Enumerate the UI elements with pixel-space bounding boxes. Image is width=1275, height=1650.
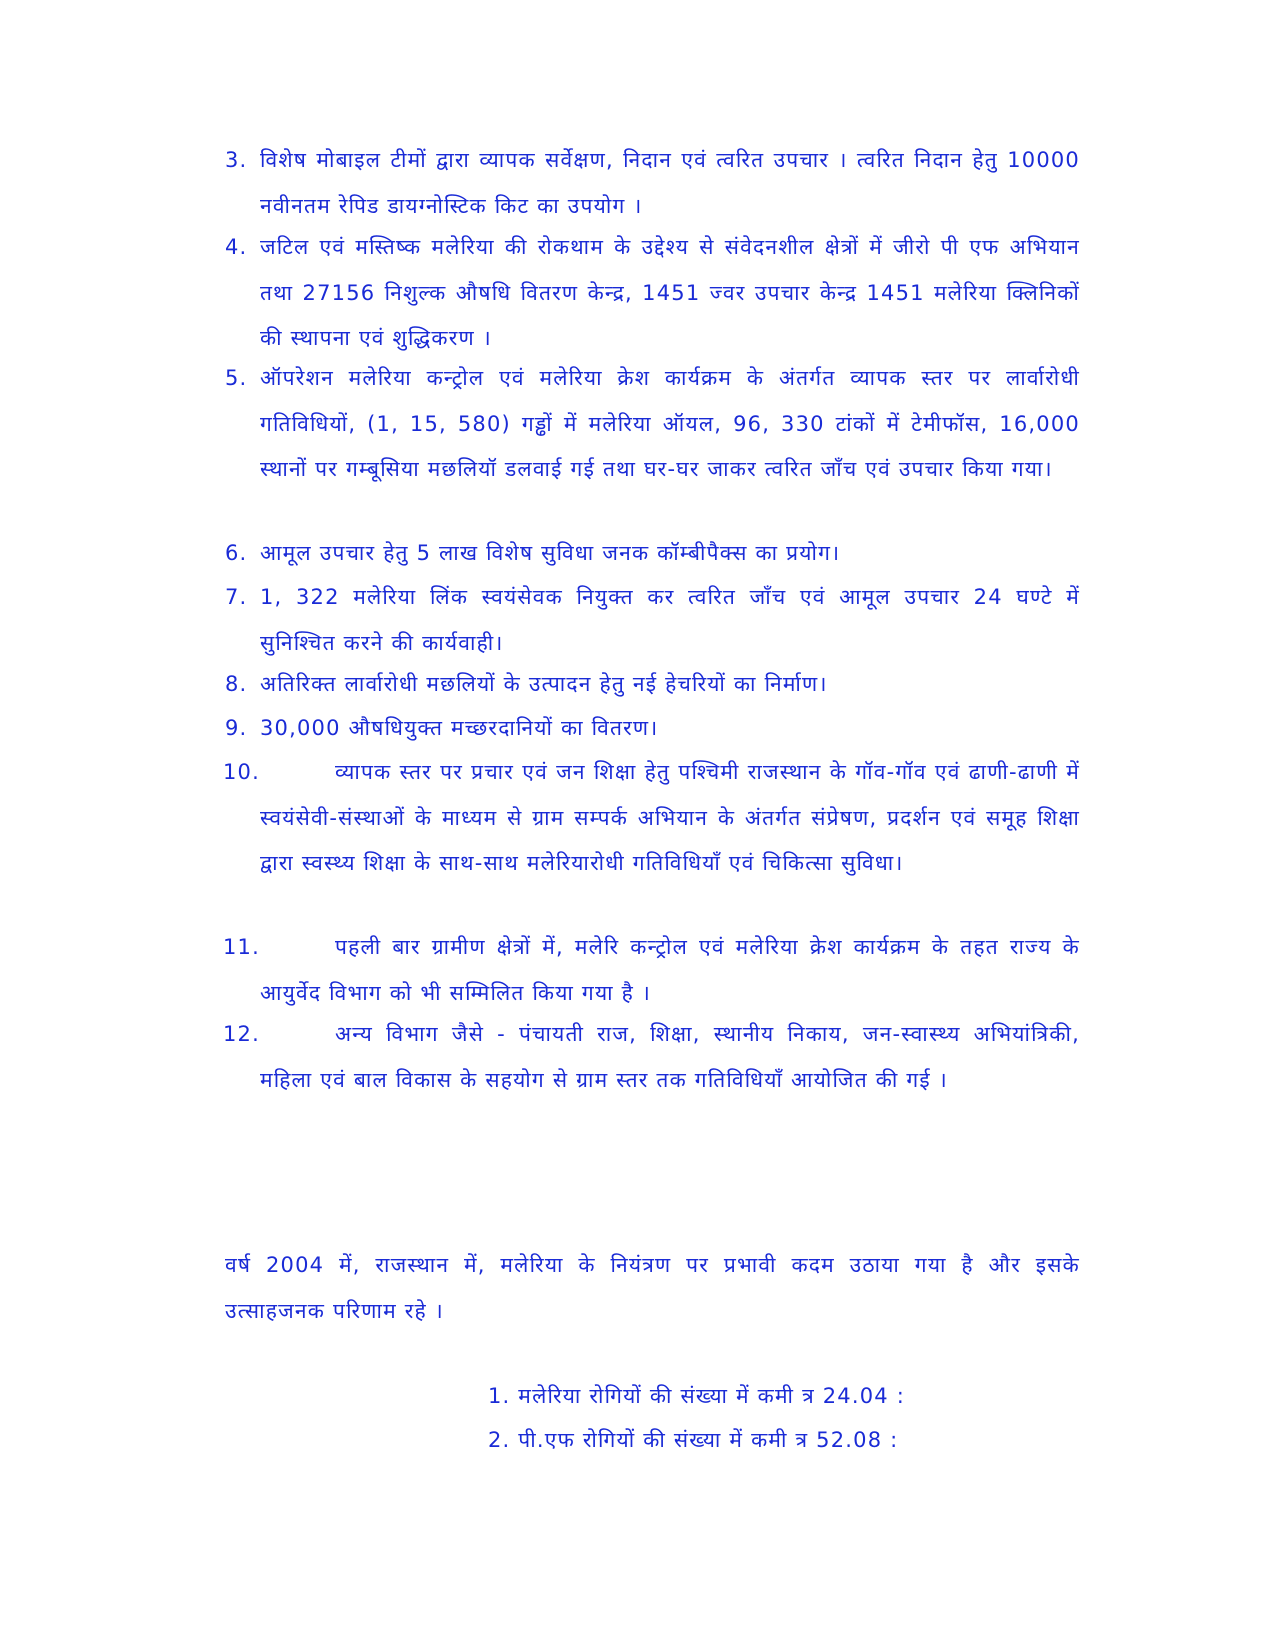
list-item-number: 7. [225,585,248,609]
list-item [225,138,1080,229]
result-line: 1. मलेरिया रोगियों की संख्या में कमी त्र 24.04 : [488,1384,906,1408]
list-item-number: 10. [223,760,260,784]
list-item-number: 12. [223,1022,260,1046]
list-item-number: 9. [225,716,248,740]
list-item-number: 3. [225,148,248,172]
result-line: 2. पी.एफ रोगियों की संख्या में कमी त्र 52.08 : [488,1428,899,1452]
list-item [225,706,1080,752]
list-item-number: 4. [225,235,248,259]
list-item-text: ऑपरेशन मलेरिया कन्ट्रोल एवं मलेरिया क्रेश कार्यक्रम के अंतर्गत व्यापक स्तर पर लार्वारोधी गतिविधियों, (1, 15, 580) गड्ढों में मलेरिया ऑयल, 96, 330 टांकों में टेमीफॉस, 16,000 स्थानों पर गम्बूसिया मछलियॉ डलवाई गई तथा घर-घर जाकर त्वरित जाँच एवं उपचार किया गया। [260,366,1080,481]
list-item-number: 6. [225,541,248,565]
list-item [225,750,1080,887]
list-item-text: जटिल एवं मस्तिष्क मलेरिया की रोकथाम के उद्देश्य से संवेदनशील क्षेत्रों में जीरो पी एफ अभियान तथा 27156 निशुल्क औषधि वितरण केन्द्र, 1451 ज्वर उपचार केन्द्र 1451 मलेरिया क्लिनिकों की स्थापना एवं शुद्धिकरण । [260,235,1080,350]
list-item-text: अतिरिक्त लार्वारोधी मछलियों के उत्पादन हेतु नई हेचरियों का निर्माण। [260,672,828,696]
list-item-text: 30,000 औषधियुक्त मच्छरदानियों का वितरण। [260,716,659,740]
list-item-number: 11. [223,935,260,959]
list-item-text: विशेष मोबाइल टीमों द्वारा व्यापक सर्वेक्षण, निदान एवं त्वरित उपचार । त्वरित निदान हेतु 10000 नवीनतम रेपिड डायग्नोस्टिक किट का उपयोग । [260,148,1080,218]
list-item [225,662,1080,708]
list-item-number: 8. [225,672,248,696]
list-item [225,1012,1080,1103]
list-item-text: आमूल उपचार हेतु 5 लाख विशेष सुविधा जनक कॉम्बीपैक्स का प्रयोग। [260,541,841,565]
list-item [225,575,1080,666]
list-item [225,356,1080,493]
list-item-text: अन्य विभाग जैसे - पंचायती राज, शिक्षा, स्थानीय निकाय, जन-स्वास्थ्य अभियांत्रिकी, महिला एवं बाल विकास के सहयोग से ग्राम स्तर तक गतिविधियाँ आयोजित की गई । [260,1022,1080,1092]
list-item-text: पहली बार ग्रामीण क्षेत्रों में, मलेरि कन्ट्रोल एवं मलेरिया क्रेश कार्यक्रम के तहत राज्य के आयुर्वेद विभाग को भी सम्मिलित किया गया है । [260,935,1080,1005]
summary-paragraph: वर्ष 2004 में, राजस्थान में, मलेरिया के नियंत्रण पर प्रभावी कदम उठाया गया है और इसके उत्साहजनक परिणाम रहे । [225,1253,1080,1323]
list-item [225,925,1080,1016]
list-item-number: 5. [225,366,248,390]
list-item-text: व्यापक स्तर पर प्रचार एवं जन शिक्षा हेतु पश्चिमी राजस्थान के गॉव-गॉव एवं ढाणी-ढाणी में स्वयंसेवी-संस्थाओं के माध्यम से ग्राम सम्पर्क अभियान के अंतर्गत संप्रेषण, प्रदर्शन एवं समूह शिक्षा द्वारा स्वस्थ्य शिक्षा के साथ-साथ मलेरियारोधी गतिविधियाँ एवं चिकित्सा सुविधा। [260,760,1080,875]
list-item [225,531,1080,577]
list-item-text: 1, 322 मलेरिया लिंक स्वयंसेवक नियुक्त कर त्वरित जाँच एवं आमूल उपचार 24 घण्टे में सुनिश्चित करने की कार्यवाही। [260,585,1080,655]
list-item [225,225,1080,362]
